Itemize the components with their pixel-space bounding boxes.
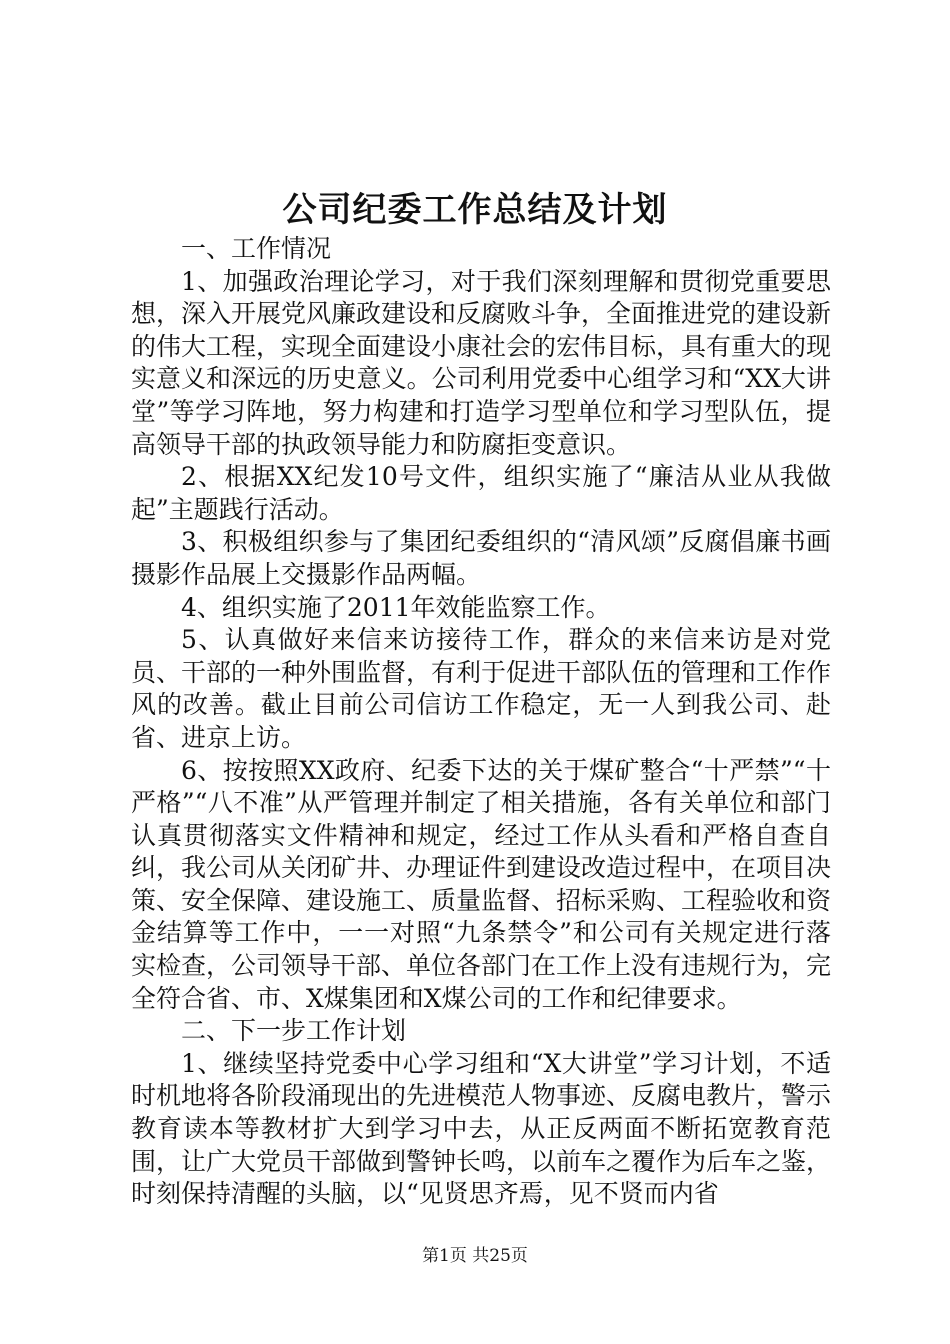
paragraph-5: 5、认真做好来信来访接待工作，群众的来信来访是对党员、干部的一种外围监督，有利于促进干部队伍的管理和工作作风的改善。截止目前公司信访工作稳定，无一人到我公司、赴省、进京上访。 bbox=[131, 625, 832, 752]
section-heading-next-plan: 二、下一步工作计划 bbox=[181, 1016, 407, 1046]
paragraph-1: 1、加强政治理论学习，对于我们深刻理解和贯彻党重要思想，深入开展党风廉政建设和反腐败斗争，全面推进党的建设新的伟大工程，实现全面建设小康社会的宏伟目标，具有重大的现实意义和深远的历史意义。公司利用党委中心组学习和“XX大讲堂”等学习阵地，努力构建和打造学习型单位和学习型队伍，提高领导干部的执政领导能力和防腐拒变意识。 bbox=[131, 266, 832, 459]
paragraph-4: 4、组织实施了2011年效能监察工作。 bbox=[181, 592, 611, 622]
paragraph-plan-1: 1、继续坚持党委中心学习组和“X大讲堂”学习计划，不适时机地将各阶段涌现出的先进模范人物事迹、反腐电教片，警示教育读本等教材扩大到学习中去，从正反两面不断拓宽教育范围，让广大党员干部做到警钟长鸣，以前车之覆作为后车之鉴，时刻保持清醒的头脑，以“见贤思齐焉，见不贤而内省 bbox=[131, 1048, 832, 1209]
paragraph-6: 6、按按照XX政府、纪委下达的关于煤矿整合“十严禁”“十严格”“八不准”从严管理并制定了相关措施，各有关单位和部门认真贯彻落实文件精神和规定，经过工作从头看和严格自查自纠，我公司从关闭矿井、办理证件到建设改造过程中，在项目决策、安全保障、建设施工、质量监督、招标采购、工程验收和资金结算等工作中，一一对照“九条禁令”和公司有关规定进行落实检查，公司领导干部、单位各部门在工作上没有违规行为，完全符合省、市、X煤集团和X煤公司的工作和纪律要求。 bbox=[131, 755, 832, 1013]
page-footer: 第1页 共25页 bbox=[422, 1246, 528, 1266]
document-body bbox=[131, 233, 831, 1211]
paragraph-3: 3、积极组织参与了集团纪委组织的“清风颂”反腐倡廉书画摄影作品展上交摄影作品两幅。 bbox=[131, 527, 831, 589]
paragraph-2: 2、根据XX纪发10号文件，组织实施了“廉洁从业从我做起”主题践行活动。 bbox=[131, 462, 831, 524]
document-title: 公司纪委工作总结及计划 bbox=[282, 190, 668, 230]
section-heading-work-status: 一、工作情况 bbox=[181, 234, 332, 263]
